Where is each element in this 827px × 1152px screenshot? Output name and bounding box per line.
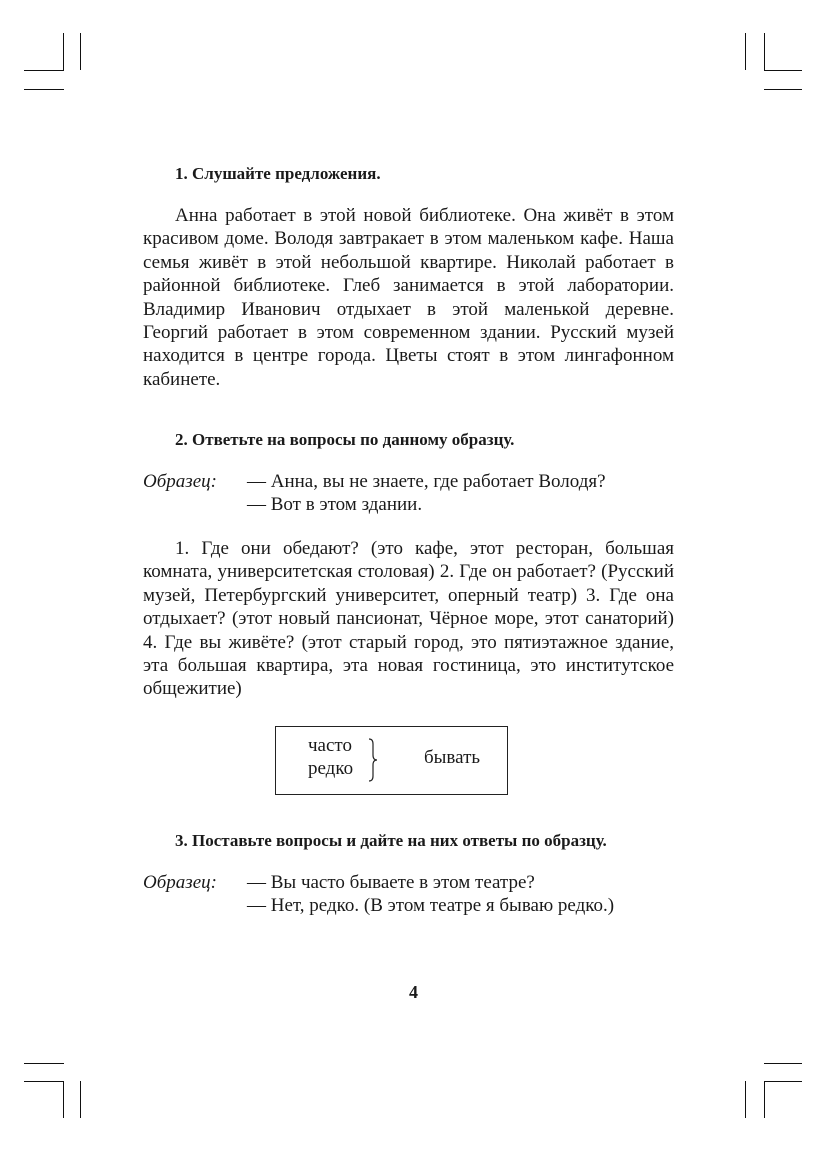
crop-mark [764, 1063, 802, 1064]
example-question: — Анна, вы не знаете, где работает Володя? [247, 471, 606, 492]
exercise-1-paragraph: Анна работает в этой новой библиотеке. Она живёт в этом красивом доме. Володя завтракает в этом маленьком кафе. Наша семья живёт в этой небольшой квартире. Николай работает в районной библиотеке. Глеб занимается в этой лаборатории. Владимир Иванович отдыхает в этой маленькой деревне. Георгий работает в этом современном здании. Русский музей находится в центре города. Цветы стоят в этом лингафонном кабинете. [143, 205, 674, 390]
exercise-1-text [143, 204, 674, 391]
crop-mark [80, 33, 81, 70]
example-answer: — Вот в этом здании. [247, 494, 423, 515]
page-number: 4 [409, 982, 418, 1002]
box-word-often: часто [308, 735, 352, 756]
example-label: Образец: [143, 872, 217, 893]
crop-mark [764, 33, 765, 70]
example-question: — Вы часто бываете в этом театре? [247, 872, 535, 893]
crop-mark [764, 1081, 802, 1082]
vocabulary-box [275, 726, 508, 795]
crop-mark [764, 1081, 765, 1118]
crop-mark [80, 1081, 81, 1118]
crop-mark [764, 89, 802, 90]
example-answer: — Нет, редко. (В этом театре я бываю редко.) [247, 895, 615, 916]
crop-mark [63, 1081, 64, 1118]
exercise-3-heading: 3. Поставьте вопросы и дайте на них ответы по образцу. [175, 831, 607, 850]
example-label: Образец: [143, 471, 217, 492]
box-verb: бывать [424, 747, 481, 768]
exercise-2-heading: 2. Ответьте на вопросы по данному образцу. [175, 430, 515, 449]
exercise-2-paragraph: 1. Где они обедают? (это кафе, этот ресторан, большая комната, университетская столовая) 2. Где он работает? (Русский музей, Петербургский университет, оперный театр) 3. Где она отдыхает? (этот новый пансионат, Чёрное море, этот санаторий) 4. Где вы живёте? (этот старый город, это пятиэтажное здание, эта большая квартира, эта новая гостиница, это институтское общежитие) [143, 538, 674, 700]
exercise-1-heading: 1. Слушайте предложения. [175, 164, 381, 183]
crop-mark [764, 70, 802, 71]
box-word-rarely: редко [308, 758, 354, 779]
crop-mark [745, 33, 746, 70]
curly-brace-icon [368, 738, 378, 782]
crop-mark [24, 70, 64, 71]
crop-mark [63, 33, 64, 70]
exercise-2-text [143, 537, 674, 701]
crop-mark [24, 1081, 64, 1082]
crop-mark [24, 1063, 64, 1064]
crop-mark [24, 89, 64, 90]
crop-mark [745, 1081, 746, 1118]
